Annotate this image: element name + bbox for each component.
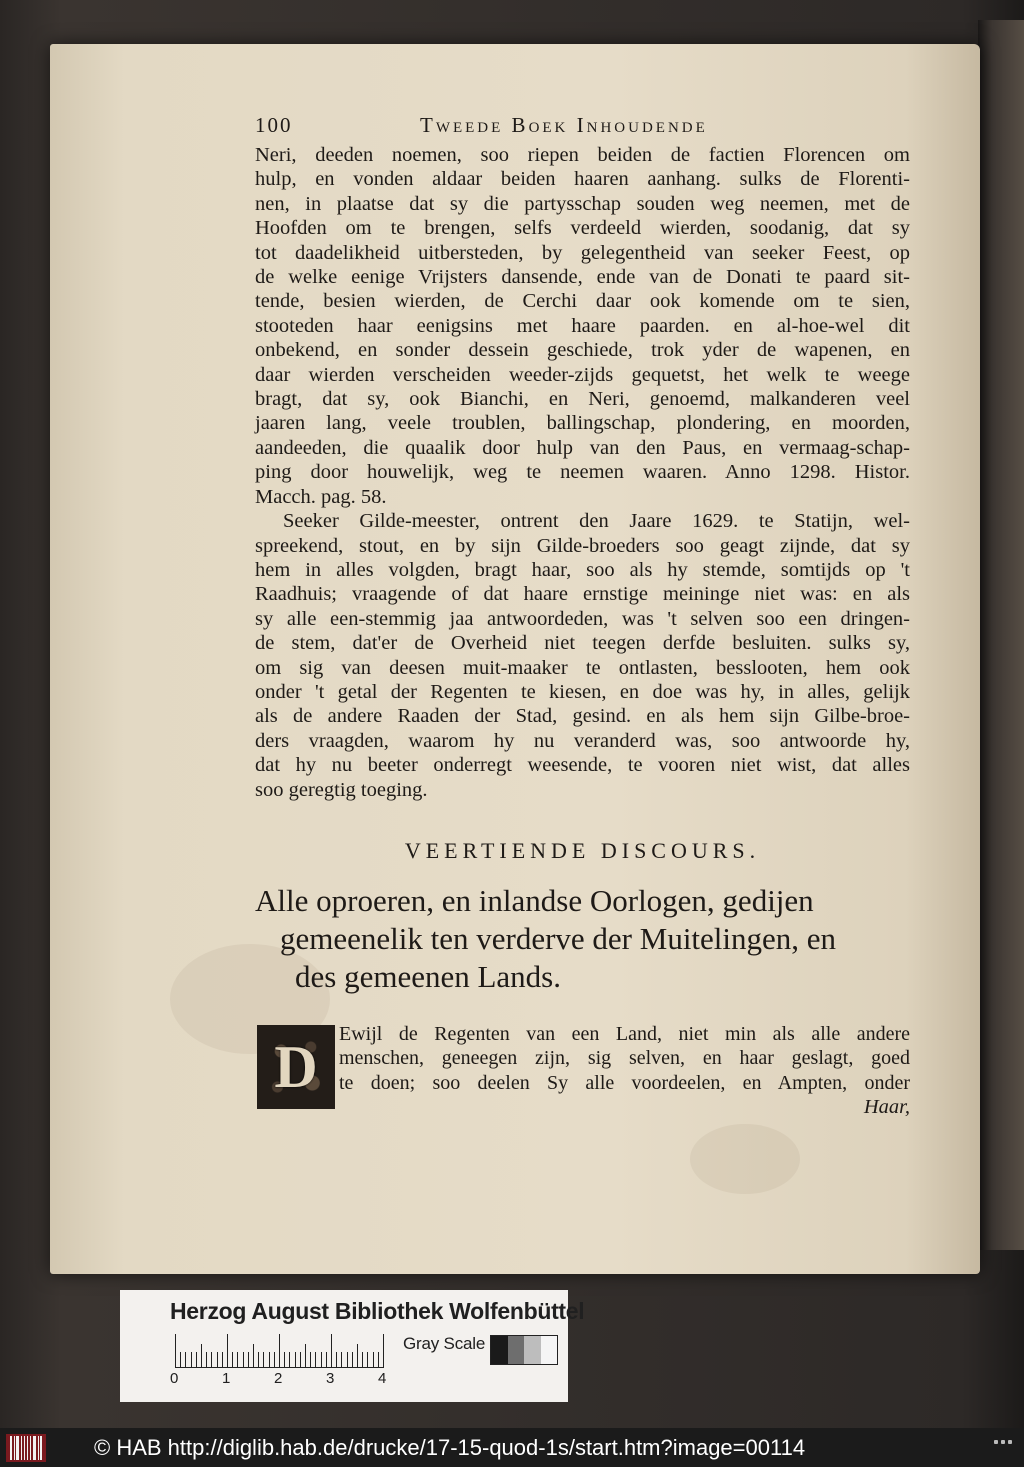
body-line: Macch. pag. 58.	[255, 485, 387, 508]
gray-swatch-cell	[541, 1336, 558, 1364]
ruler-number: 0	[170, 1370, 179, 1387]
copyright-url[interactable]: © HAB http://diglib.hab.de/drucke/17-15-quod-1s/start.htm?image=00114	[94, 1434, 806, 1460]
ruler-tick	[222, 1352, 223, 1368]
ruler-tick	[206, 1352, 207, 1368]
ruler-tick	[373, 1352, 374, 1368]
body-line: Seeker Gilde-meester, ontrent den Jaare 1629. te Statijn, wel-	[283, 510, 910, 533]
ruler-number: 2	[274, 1370, 283, 1387]
gray-swatch-cell	[491, 1336, 508, 1364]
decorated-initial	[257, 1025, 335, 1109]
body-text	[255, 143, 910, 802]
initial-letter: D	[274, 1033, 318, 1100]
ruler-tick	[321, 1352, 322, 1368]
ruler-tick	[352, 1352, 353, 1368]
paper-stain	[690, 1124, 800, 1194]
gray-swatch-cell	[524, 1336, 541, 1364]
body-line: hulp, en vonden aldaar beiden haaren aanhang. sulks de Florenti-	[255, 168, 910, 191]
body-line: Neri, deeden noemen, soo riepen beiden de factien Florencen om	[255, 144, 910, 166]
ruler-tick	[315, 1352, 316, 1368]
body-line: Raadhuis; vraagende of dat haare ernstige meininge niet was: en als	[255, 583, 910, 606]
gray-scale-label: Gray Scale	[403, 1334, 486, 1353]
chapter-heading: VEERTIENDE DISCOURS.	[404, 837, 761, 863]
opening-line: Ewijl de Regenten van een Land, niet min als alle andere	[339, 1022, 910, 1045]
ruler-number: 3	[326, 1370, 335, 1387]
ruler-tick	[347, 1352, 348, 1368]
running-title: Tweede Boek Inhoudende	[420, 113, 708, 137]
ruler-tick	[378, 1352, 379, 1368]
opening-line: menschen, geneegen zijn, sig selven, en haar geslagt, goed	[339, 1047, 910, 1070]
body-line: jaaren lang, veele troublen, ballingschap, plondering, en moorden,	[255, 412, 910, 435]
ruler-tick	[295, 1352, 296, 1368]
chapter-title-line: des gemeenen Lands.	[295, 958, 561, 994]
ruler-tick	[362, 1352, 363, 1368]
ruler-tick	[326, 1352, 327, 1368]
ruler-tick	[258, 1352, 259, 1368]
body-line: bragt, dat sy, ook Bianchi, en Neri, genoemd, malkanderen veel	[255, 388, 910, 411]
body-line: sy alle een-stemmig jaa antwoordeden, was 't selven soo een dringen-	[255, 607, 910, 630]
ruler-baseline	[175, 1367, 384, 1368]
ruler-tick	[269, 1352, 270, 1368]
ruler-tick	[310, 1352, 311, 1368]
library-label-card	[120, 1290, 585, 1402]
body-line: hem in alles volgden, bragt haar, soo als hy stemde, somtijds op 't	[255, 558, 910, 581]
body-line: nen, in plaatse dat sy die partysschap souden weg neemen, met de	[255, 192, 910, 215]
ruler-tick	[341, 1352, 342, 1368]
body-line: onder 't getal der Regenten te kiesen, en doe was hy, in alles, gelijk	[255, 680, 910, 703]
body-line: dat hy nu beeter onderregt weesende, te vooren niet wist, dat alles	[255, 754, 910, 777]
footer-bar	[0, 1428, 1024, 1467]
ruler-tick	[185, 1352, 186, 1368]
gutter-marks	[1018, 844, 1024, 924]
body-line: aandeeden, die quaalik door hulp van den Paus, en vermaag-schap-	[255, 436, 910, 459]
adjacent-page-edge	[978, 20, 1024, 1250]
ruler-tick	[243, 1352, 244, 1368]
measurement-ruler	[175, 1334, 395, 1368]
body-line: spreekend, stout, en by sijn Gilde-broeders soo geagt zijnde, dat sy	[255, 534, 910, 557]
ruler-number: 4	[378, 1370, 387, 1387]
body-line: ders vraagden, waarom hy nu veranderd was, soo antwoorde hy,	[255, 729, 910, 752]
ruler-tick	[201, 1344, 202, 1368]
body-line: als de andere Raaden der Stad, gesind. en als hem sijn Gilbe-broe-	[255, 705, 910, 728]
body-line: de welke eenige Vrijsters dansende, ende van de Donati te paard sit-	[255, 266, 910, 289]
ruler-tick	[175, 1334, 176, 1368]
running-head	[255, 113, 910, 143]
body-line: tende, besien wierden, de Cerchi daar ook komende om te sien,	[255, 290, 910, 313]
ruler-tick	[227, 1334, 228, 1368]
body-line: daar wierden verscheiden weeder-zijds gequetst, het welk te weege	[255, 363, 910, 386]
opening-paragraph	[255, 1022, 910, 1118]
hab-logo-icon	[6, 1434, 46, 1462]
ruler-tick	[357, 1344, 358, 1368]
ruler-tick	[289, 1352, 290, 1368]
body-line: tot daadelikheid uitbersteden, by gelegentheid van seeker Feest, op	[255, 241, 910, 264]
ruler-tick	[263, 1352, 264, 1368]
more-dots-icon[interactable]	[994, 1440, 1012, 1444]
chapter-title-line: Alle oproeren, en inlandse Oorlogen, gedijen	[255, 882, 814, 918]
ruler-tick	[196, 1352, 197, 1368]
ruler-number: 1	[222, 1370, 231, 1387]
page-number: 100	[255, 113, 293, 137]
ruler-tick	[232, 1352, 233, 1368]
chapter-title	[255, 882, 910, 996]
ruler-tick	[248, 1352, 249, 1368]
body-line: ping door houwelijk, weg te neemen waaren. Anno 1298. Histor.	[255, 461, 910, 484]
body-line: de stem, dat'er de Overheid niet teegen derfde besluiten. sulks sy,	[255, 632, 910, 655]
ruler-tick	[367, 1352, 368, 1368]
ruler-tick	[336, 1352, 337, 1368]
body-line: soo geregtig toeging.	[255, 778, 428, 801]
gray-scale-swatch	[490, 1335, 558, 1365]
ruler-tick	[284, 1352, 285, 1368]
opening-lines	[339, 1022, 910, 1119]
body-line: om sig van deesen muit-maaker te ontlasten, besslooten, hem ook	[255, 656, 910, 679]
ruler-tick	[237, 1352, 238, 1368]
ruler-labels	[170, 1370, 410, 1390]
opening-line: te doen; soo deelen Sy alle voordeelen, en Ampten, onder	[339, 1071, 910, 1094]
body-line: Hoofden om te brengen, selfs verdeeld wierden, soodanig, dat sy	[255, 217, 910, 240]
ruler-tick	[279, 1334, 280, 1368]
library-name: Herzog August Bibliothek Wolfenbüttel	[170, 1298, 585, 1324]
ruler-tick	[331, 1334, 332, 1368]
ruler-tick	[217, 1352, 218, 1368]
ruler-tick	[274, 1352, 275, 1368]
body-line: onbekend, en sonder dessein geschiede, trok yder de wapenen, en	[255, 339, 910, 362]
body-line: stooteden haar eenigsins met haare paarden. en al-hoe-wel dit	[255, 314, 910, 337]
ruler-tick	[383, 1334, 384, 1368]
ruler-tick	[253, 1344, 254, 1368]
ruler-tick	[191, 1352, 192, 1368]
ruler-tick	[300, 1352, 301, 1368]
ruler-tick	[211, 1352, 212, 1368]
gray-swatch-cell	[508, 1336, 525, 1364]
catchword: Haar,	[863, 1096, 910, 1119]
chapter-title-line: gemeenelik ten verderve der Muitelingen, en	[280, 920, 837, 956]
page-text	[255, 113, 910, 1118]
ruler-tick	[305, 1344, 306, 1368]
ruler-tick	[180, 1352, 181, 1368]
